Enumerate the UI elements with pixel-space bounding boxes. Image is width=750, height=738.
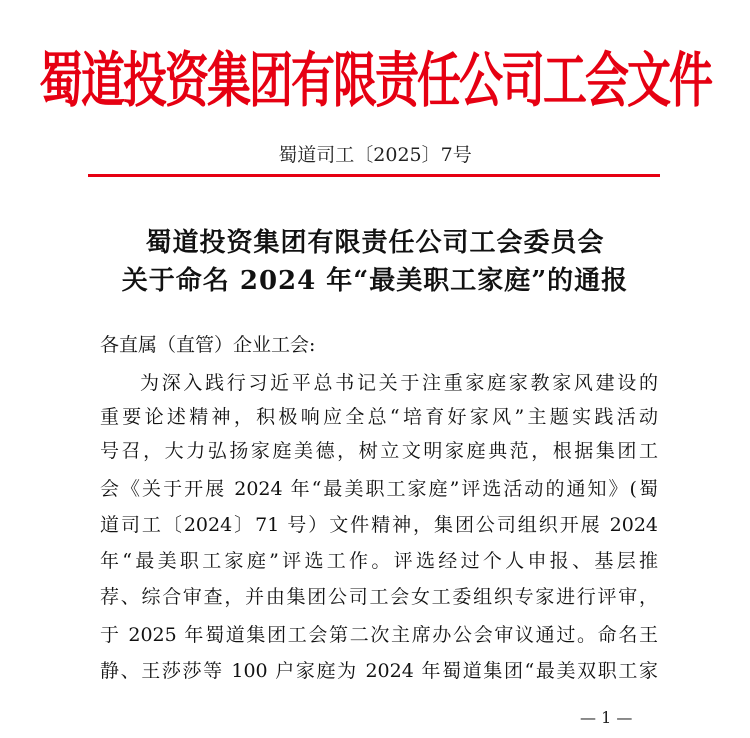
salutation: 各直属（直管）企业工会: — [100, 334, 316, 356]
body-line: 静、王莎莎等 100 户家庭为 2024 年蜀道集团“最美双职工家 — [100, 660, 658, 682]
body-line: 重要论述精神，积极响应全总“培育好家风”主题实践活动 — [100, 406, 658, 428]
body-line: 于 2025 年蜀道集团工会第二次主席办公会审议通过。命名王 — [100, 624, 658, 646]
body-line: 荐、综合审查，并由集团公司工会女工委组织专家进行评审， — [100, 586, 658, 608]
body-line: 年“最美职工家庭”评选工作。评选经过个人申报、基层推 — [100, 550, 658, 572]
document-number: 蜀道司工〔2025〕7号 — [278, 144, 472, 166]
body-line: 道司工〔2024〕71 号）文件精神，集团公司组织开展 2024 — [100, 514, 658, 536]
body-line: 号召，大力弘扬家庭美德，树立文明家庭典范，根据集团工 — [100, 440, 658, 462]
document-title-line-1: 蜀道投资集团有限责任公司工会委员会 — [145, 228, 605, 258]
body-line: 会《关于开展 2024 年“最美职工家庭”评选活动的通知》(蜀 — [100, 478, 658, 500]
org-document-header: 蜀道投资集团有限责任公司工会文件 — [39, 46, 711, 116]
body-line: 为深入践行习近平总书记关于注重家庭家教家风建设的 — [140, 372, 658, 394]
page-number: — 1 — — [580, 708, 633, 727]
red-divider-rule — [88, 174, 660, 177]
document-title-line-2: 关于命名 2024 年“最美职工家庭”的通报 — [121, 266, 629, 296]
